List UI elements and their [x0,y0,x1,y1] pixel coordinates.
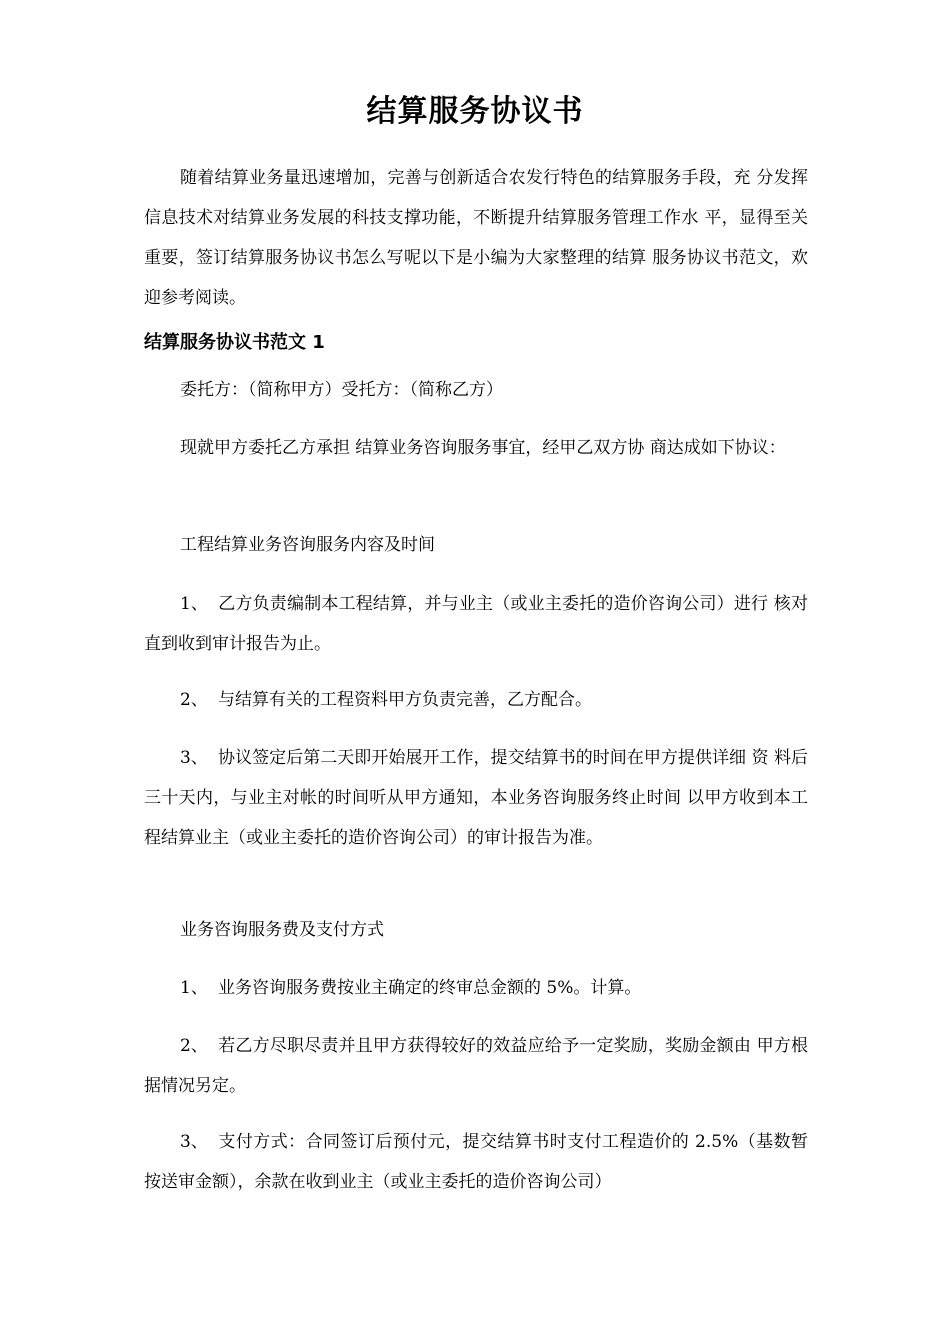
clause-number: 3、 [180,748,208,768]
clause-1-2 [144,680,808,720]
clause-2-2 [144,1026,808,1106]
subheading-fees-payment: 业务咨询服务费及支付方式 [180,920,384,940]
clause-number: 2、 [180,1036,208,1056]
clause-text: 乙方负责编制本工程结算，并与业主（或业主委托的造价咨询公司）进行 核对直到收到审计报告为止。 [144,594,808,654]
preamble-paragraph: 现就甲方委托乙方承担 结算业务咨询服务事宜，经甲乙双方协 商达成如下协议： [180,438,786,458]
clause-number: 1、 [180,594,208,614]
clause-text: 若乙方尽职尽责并且甲方获得较好的效益应给予一定奖励，奖励金额由 甲方根据情况另定。 [144,1036,808,1096]
intro-paragraph: 随着结算业务量迅速增加，完善与创新适合农发行特色的结算服务手段，充 分发挥信息技术对结算业务发展的科技支撑功能，不断提升结算服务管理工作水 平，显得至关重要，签订结算服务协议书怎么写呢以下是小编为大家整理的结算 服务协议书范文，欢迎参考阅读。 [144,168,808,308]
clause-text: 与结算有关的工程资料甲方负责完善，乙方配合。 [218,690,592,710]
clause-text: 协议签定后第二天即开始展开工作，提交结算书的时间在甲方提供详细 资 料后三十天内，与业主对帐的时间听从甲方通知，本业务咨询服务终止时间 以甲方收到本工程结算业主（或业主委托的造价咨询公司）的审计报告为准。 [144,748,808,848]
document-title: 结算服务协议书 [366,94,584,129]
clause-1-1 [144,584,808,664]
clause-number: 3、 [180,1132,208,1152]
clause-text: 支付方式：合同签订后预付元，提交结算书时支付工程造价的 2.5%（基数暂按送审金额），余款在收到业主（或业主委托的造价咨询公司） [144,1132,808,1192]
clause-text: 业务咨询服务费按业主确定的终审总金额的 5%。计算。 [218,978,642,998]
parties-line: 委托方：（简称甲方）受托方：（简称乙方） [180,380,503,400]
clause-number: 2、 [180,690,208,710]
section-heading: 结算服务协议书范文 1 [144,332,325,353]
clause-number: 1、 [180,978,208,998]
clause-2-3 [144,1122,808,1202]
clause-1-3 [144,738,808,858]
subheading-service-content: 工程结算业务咨询服务内容及时间 [180,535,435,555]
clause-2-1 [144,968,808,1008]
